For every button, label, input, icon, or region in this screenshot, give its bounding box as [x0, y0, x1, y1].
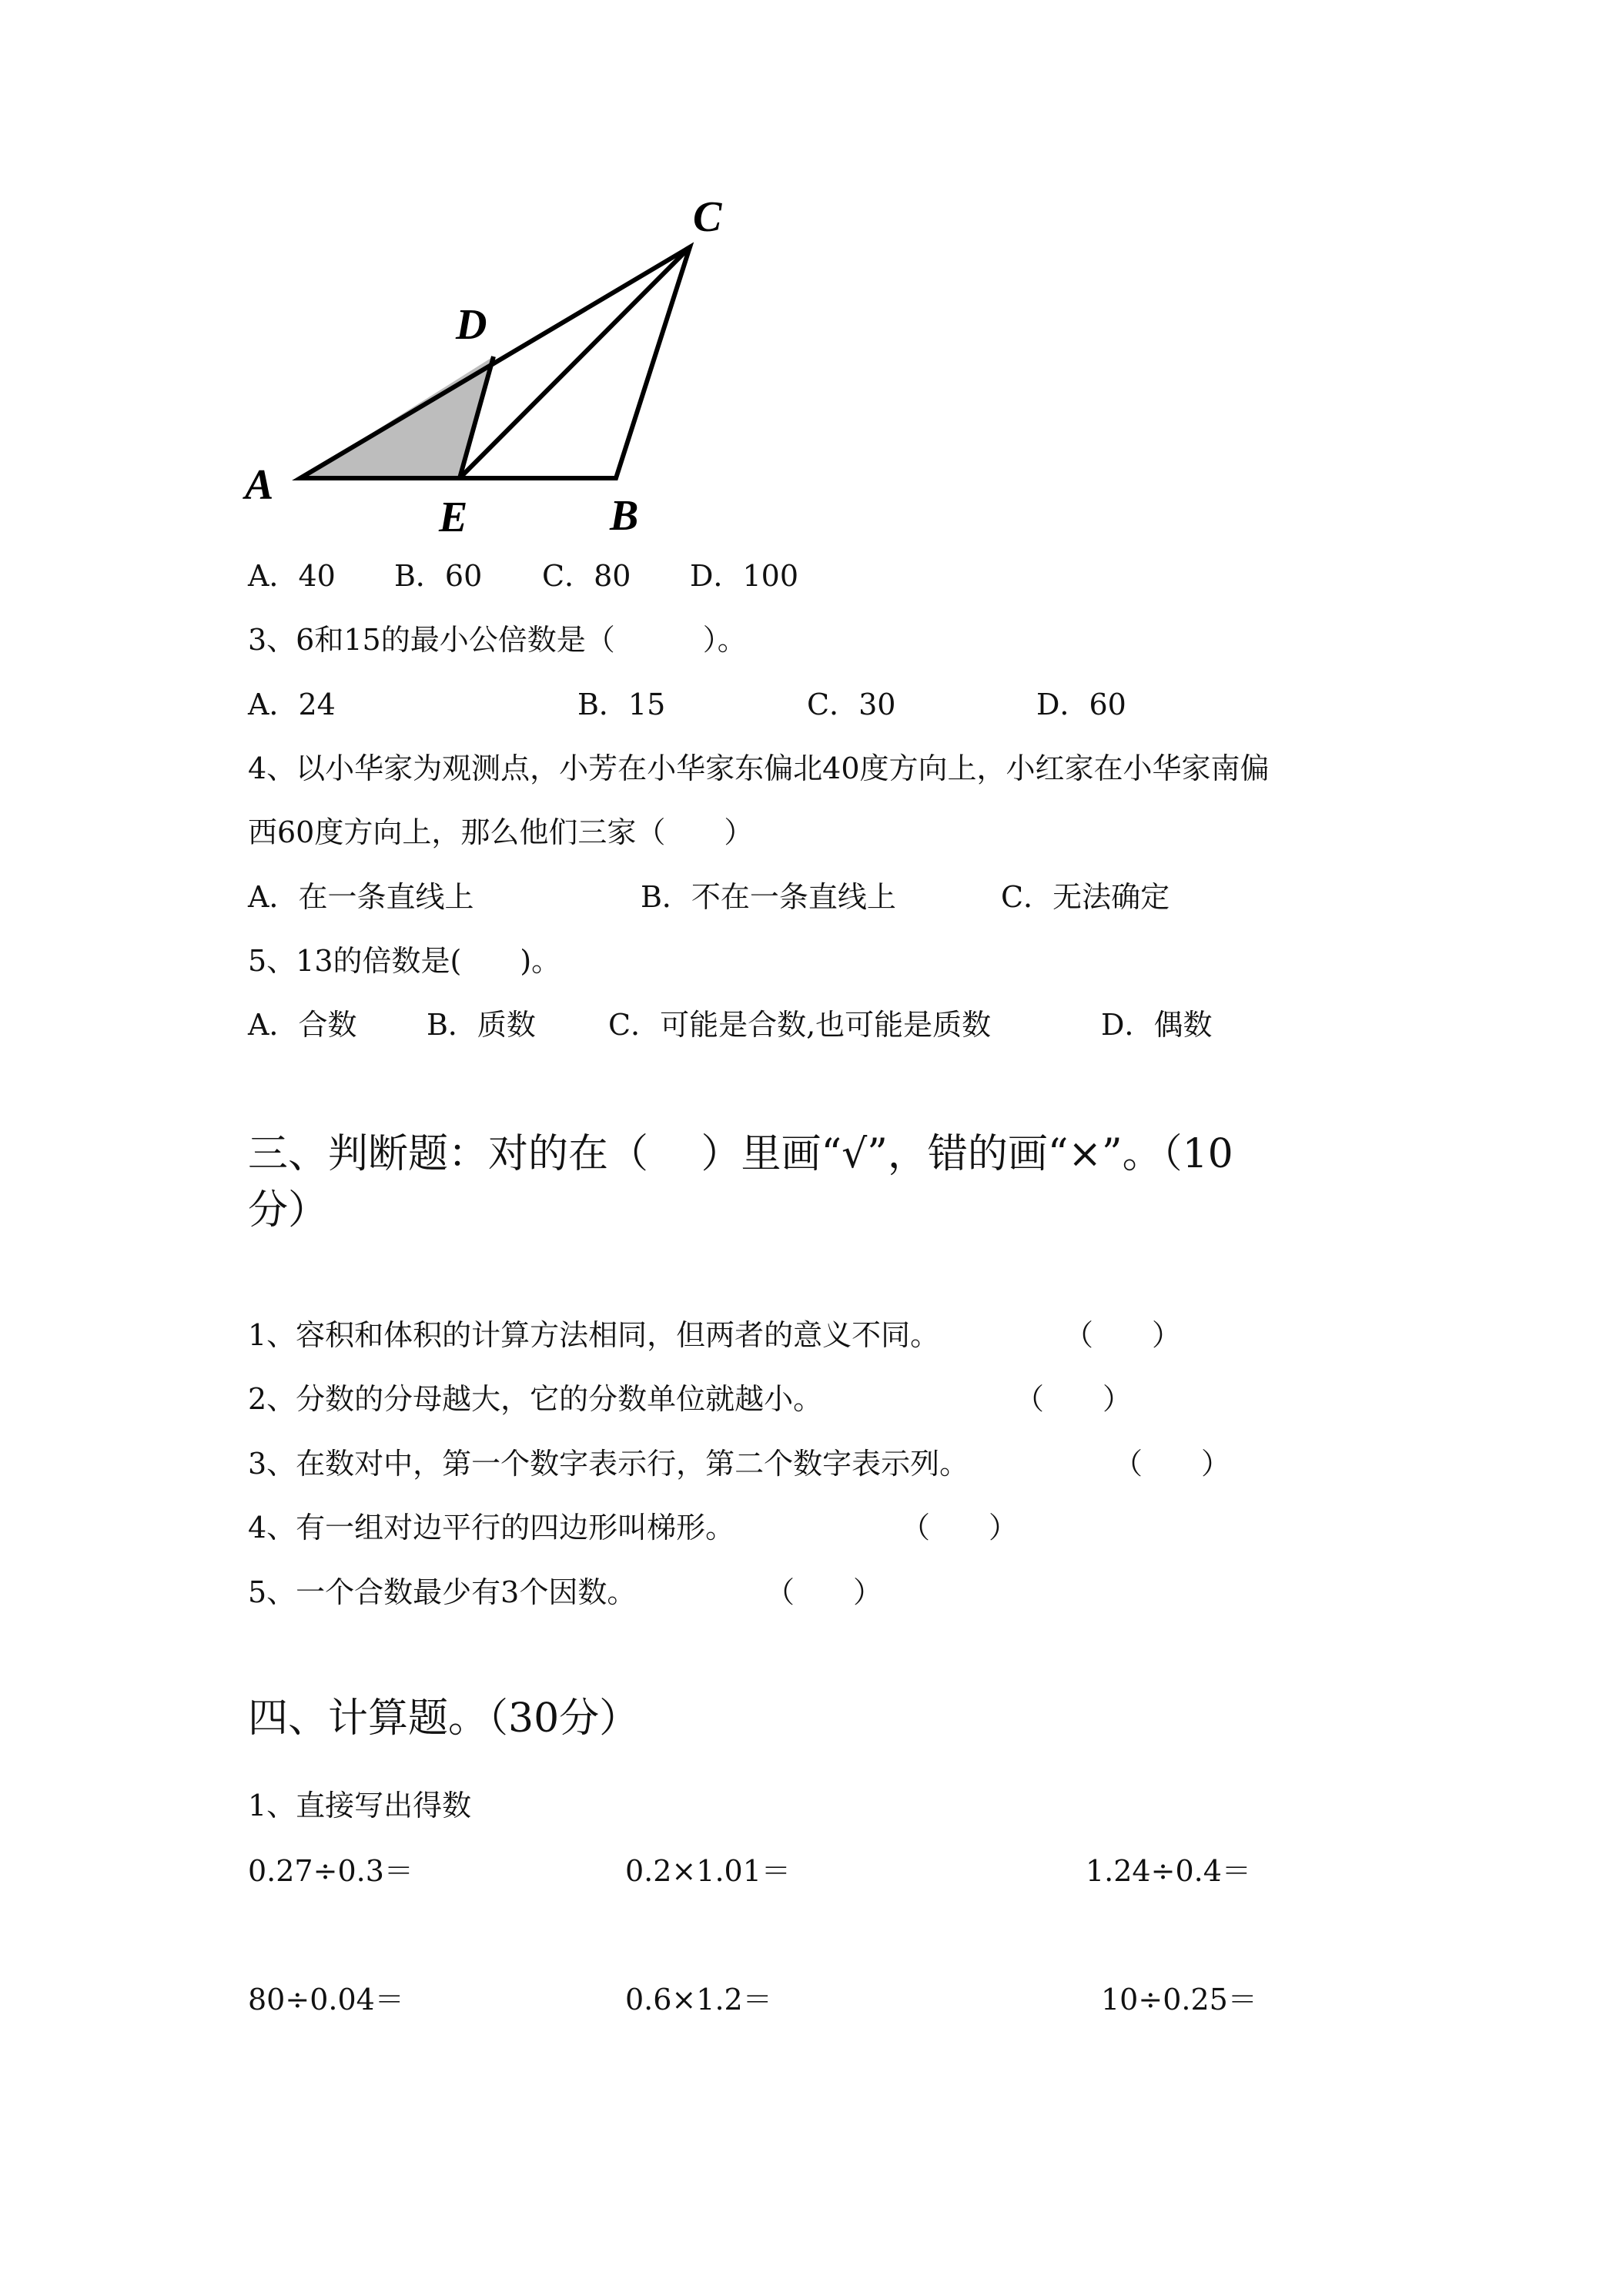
q2-option-d: D．100: [690, 559, 798, 593]
section3-title-line2: 分）: [248, 1187, 329, 1233]
section4-title: 四、计算题。（30分）: [248, 1695, 640, 1742]
q5-option-a: A．合数: [248, 1008, 357, 1042]
judge-item-3: [248, 1446, 1249, 1481]
judge-item-3-answer-box[interactable]: （ ）: [1113, 1447, 1231, 1481]
calc-1-1: 0.27÷0.3＝: [248, 1854, 413, 1888]
judge-item-1-text: 1、容积和体积的计算方法相同，但两者的意义不同。: [248, 1318, 940, 1352]
judge-item-2-answer-box[interactable]: （ ）: [1015, 1382, 1133, 1416]
section3-title-line1: 三、判断题：对的在（ ）里画“√”，错的画“×”。（10: [248, 1131, 1233, 1177]
q4-stem-line2: 西60度方向上，那么他们三家（ ）: [248, 815, 754, 849]
q3-option-a: A．24: [248, 688, 336, 721]
label-a: A: [245, 461, 274, 509]
judge-item-5-answer-box[interactable]: （ ）: [765, 1575, 883, 1609]
calc-row-2: [248, 1982, 1326, 2017]
q3-option-d: D．60: [1036, 688, 1126, 721]
judge-item-1: [248, 1317, 1249, 1353]
judge-item-4-text: 4、有一组对边平行的四边形叫梯形。: [248, 1511, 735, 1545]
judge-item-2: [248, 1381, 1249, 1417]
q4-option-c: C．无法确定: [1001, 880, 1170, 914]
label-e: E: [439, 494, 468, 541]
judge-item-5: [248, 1575, 1249, 1610]
q4-option-b: B．不在一条直线上: [641, 880, 896, 914]
q5-option-d: D．偶数: [1101, 1008, 1213, 1042]
calc-row-1: [248, 1853, 1326, 1889]
calc-2-1: 80÷0.04＝: [248, 1983, 404, 2017]
q2-option-b: B．60: [394, 559, 483, 593]
q5-option-b: B．质数: [427, 1008, 536, 1042]
q3-stem: 3、6和15的最小公倍数是（ ）。: [248, 623, 747, 657]
q5-options: [248, 1007, 1326, 1043]
label-c: C: [693, 193, 722, 241]
judge-item-4: [248, 1510, 1249, 1545]
label-b: B: [610, 492, 639, 540]
judge-item-4-answer-box[interactable]: （ ）: [901, 1511, 1019, 1545]
q3-option-b: B．15: [577, 688, 666, 721]
q5-option-c: C．可能是合数,也可能是质数: [608, 1008, 992, 1042]
q2-option-c: C．80: [542, 559, 631, 593]
judge-item-3-text: 3、在数对中，第一个数字表示行，第二个数字表示列。: [248, 1447, 969, 1481]
judge-item-2-text: 2、分数的分母越大，它的分数单位就越小。: [248, 1382, 823, 1416]
triangle-figure: [231, 185, 770, 547]
q5-stem: 5、13的倍数是( )。: [248, 944, 561, 978]
q3-options: [248, 687, 1249, 722]
q4-option-a: A．在一条直线上: [248, 880, 474, 914]
judge-item-1-answer-box[interactable]: （ ）: [1064, 1318, 1182, 1352]
q4-stem-line1: 4、以小华家为观测点，小芳在小华家东偏北40度方向上，小红家在小华家南偏: [248, 751, 1270, 785]
section4-sub1: 1、直接写出得数: [248, 1789, 472, 1822]
calc-2-3: 10÷0.25＝: [1101, 1983, 1257, 2017]
q3-option-c: C．30: [807, 688, 896, 721]
q2-option-a: A．40: [248, 559, 336, 593]
calc-1-2: 0.2×1.01＝: [625, 1854, 791, 1888]
calc-2-2: 0.6×1.2＝: [625, 1983, 772, 2017]
label-d: D: [456, 301, 487, 349]
judge-item-5-text: 5、一个合数最少有3个因数。: [248, 1575, 637, 1609]
q4-options: [248, 879, 1326, 915]
calc-1-3: 1.24÷0.4＝: [1086, 1854, 1251, 1888]
q2-options: [248, 558, 941, 594]
